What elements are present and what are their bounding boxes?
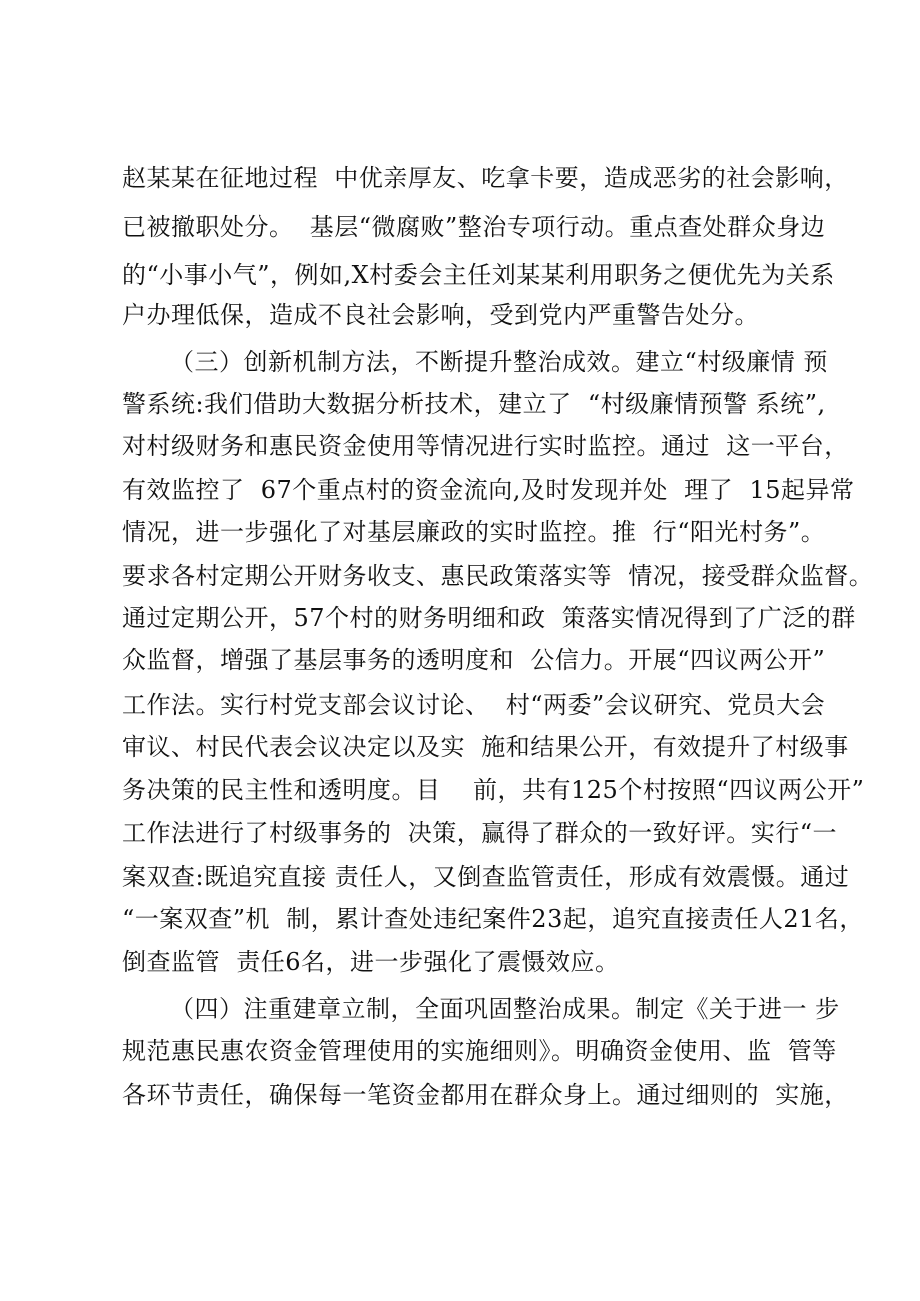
paragraph-heading-4: （四）注重建章立制，全面巩固整治成果。制定《关于进一 步: [170, 995, 840, 1023]
text-line: 工作法进行了村级事务的 决策，赢得了群众的一致好评。实行“一: [122, 819, 838, 847]
text-line: 要求各村定期公开财务收支、惠民政策落实等 情况，接受群众监督。: [122, 562, 874, 590]
text-line: 审议、村民代表会议决定以及实 施和结果公开，有效提升了村级事: [122, 733, 849, 761]
text-line: 对村级财务和惠民资金使用等情况进行实时监控。通过 这一平台，: [122, 432, 849, 460]
paragraph-heading-3: （三）创新机制方法，不断提升整治成效。建立“村级廉情 预: [170, 348, 828, 376]
text-line: 通过定期公开，57个村的财务明细和政 策落实情况得到了广泛的群: [122, 604, 856, 632]
text-line: 户办理低保，造成不良社会影响，受到党内严重警告处分。: [122, 301, 759, 329]
text-line: “一案双查”机 制，累计查处违纪案件23起，追究直接责任人21名，: [122, 905, 864, 933]
text-line: 情况，进一步强化了对基层廉政的实时监控。推 行“阳光村务”。: [122, 518, 826, 546]
text-line: 工作法。实行村党支部会议讨论、 村“两委”会议研究、党员大会: [122, 691, 826, 719]
text-line: 案双查:既追究直接 责任人，又倒查监管责任，形成有效震慑。通过: [122, 863, 850, 891]
text-line: 各环节责任，确保每一笔资金都用在群众身上。通过细则的 实施，: [122, 1081, 849, 1109]
text-line: 赵某某在征地过程 中优亲厚友、吃拿卡要，造成恶劣的社会影响，: [122, 164, 849, 192]
text-line: 规范惠民惠农资金管理使用的实施细则》。明确资金使用、监 管等: [122, 1037, 837, 1065]
text-line: 众监督，增强了基层事务的透明度和 公信力。开展“四议两公开”: [122, 646, 826, 674]
text-line: 务决策的民主性和透明度。目 前，共有125个村按照“四议两公开”: [122, 776, 865, 804]
text-line: 的“小事小气”，例如,X村委会主任刘某某利用职务之便优先为关系: [122, 261, 835, 289]
text-line: 已被撤职处分。 基层“微腐败”整治专项行动。重点查处群众身边: [122, 213, 826, 241]
text-line: 有效监控了 67个重点村的资金流向,及时发现并处 理了 15起异常: [122, 476, 855, 504]
text-line: 倒查监管 责任6名，进一步强化了震慑效应。: [122, 948, 620, 976]
text-line: 警系统:我们借助大数据分析技术，建立了 “村级廉情预警 系统”,: [122, 390, 826, 418]
